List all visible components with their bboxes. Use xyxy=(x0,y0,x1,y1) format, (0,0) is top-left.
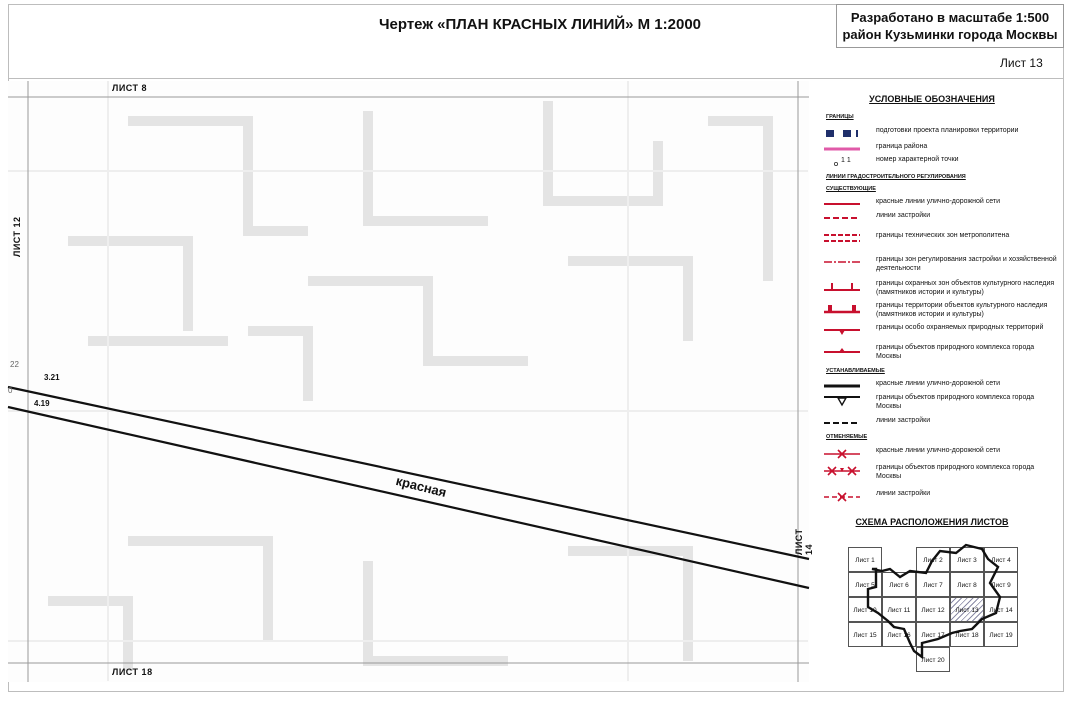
legend-text: граница района xyxy=(876,143,928,150)
red-cross-dashed-line-icon xyxy=(824,490,860,504)
scheme-cell: Лист 7 xyxy=(916,572,950,597)
scheme-cell: Лист 12 xyxy=(916,597,950,622)
legend-item-heritage-protection xyxy=(824,280,1056,302)
legend-item-heritage-territory xyxy=(824,302,1056,324)
red-cross-line-icon xyxy=(824,447,860,461)
legend-text: границы охранных зон объектов культурного наследия (памятников истории и культуры) xyxy=(876,280,1055,296)
legend-section-lines: ЛИНИИ ГРАДОСТРОИТЕЛЬНОГО РЕГУЛИРОВАНИЯ xyxy=(826,174,966,180)
legend-text: красные линии улично-дорожной сети xyxy=(876,198,1001,205)
scheme-cell: Лист 8 xyxy=(950,572,984,597)
legend-section-established: УСТАНАВЛИВАЕМЫЕ xyxy=(826,368,885,374)
red-double-dash-icon xyxy=(824,232,860,246)
legend-text: линии застройки xyxy=(876,490,931,497)
map-canvas xyxy=(8,81,814,682)
legend-item-metro-zones xyxy=(824,232,1056,250)
legend-section-borders: ГРАНИЦЫ xyxy=(826,114,854,120)
blue-squares-icon xyxy=(824,127,860,141)
legend-text: границы объектов природного комплекса города Москвы xyxy=(876,394,1035,410)
red-line-south xyxy=(8,407,809,588)
scheme-cell: Лист 9 xyxy=(984,572,1018,597)
district-outline xyxy=(848,547,1022,673)
legend-panel xyxy=(812,86,1064,686)
scheme-cell: Лист 20 xyxy=(916,647,950,672)
scheme-cell-current: Лист 13 xyxy=(950,597,984,622)
legend-item-regulation-zones xyxy=(824,256,1056,278)
scheme-cell: Лист 2 xyxy=(916,547,950,572)
stamp-line-district: район Кузьминки города Москвы xyxy=(842,27,1058,42)
scheme-cell: Лист 3 xyxy=(950,547,984,572)
sheet-label-right: ЛИСТ 14 xyxy=(794,528,814,555)
scheme-cell: Лист 6 xyxy=(882,572,916,597)
legend-text: красные линии улично-дорожной сети xyxy=(876,447,1001,454)
legend-text: границы особо охраняемых природных территорий xyxy=(876,324,1044,331)
scheme-cell: Лист 5 xyxy=(848,572,882,597)
scheme-cell: Лист 11 xyxy=(882,597,916,622)
legend-item-cancel-red-lines xyxy=(824,447,1056,465)
legend-text: границы зон регулирования застройки и хозяйственной деятельности xyxy=(876,256,1057,272)
header-divider xyxy=(8,78,1064,79)
red-small-triangle-line-icon xyxy=(824,344,860,358)
red-dashdot-line-icon xyxy=(824,256,860,270)
legend-text: номер характерной точки xyxy=(876,156,959,163)
legend-item-point-number xyxy=(824,156,1056,174)
scheme-cell: Лист 18 xyxy=(950,622,984,647)
stamp-line-scale: Разработано в масштабе 1:500 xyxy=(850,10,1050,25)
legend-text: границы территории объектов культурного наследия (памятников истории и культуры) xyxy=(876,302,1048,318)
legend-item-cancel-nature-complex xyxy=(824,464,1056,486)
sheet-layout-scheme xyxy=(848,547,1022,673)
legend-item-protected-nature xyxy=(824,324,1056,346)
sheet-scheme-title: СХЕМА РАСПОЛОЖЕНИЯ ЛИСТОВ xyxy=(855,517,1009,527)
scheme-cell: Лист 1 xyxy=(848,547,882,572)
black-thick-line-icon xyxy=(824,380,860,394)
street-name-label: красная xyxy=(394,473,449,501)
red-tick-line-icon xyxy=(824,280,860,294)
legend-text: подготовки проекта планировки территории xyxy=(876,127,1019,134)
legend-text: границы технических зон метрополитена xyxy=(876,232,1010,239)
point-label-419: 4.19 xyxy=(34,399,50,408)
black-triangle-line-icon xyxy=(824,394,860,408)
scheme-cell: Лист 10 xyxy=(848,597,882,622)
scheme-cell: Лист 4 xyxy=(984,547,1018,572)
point-symbol-number: 1 1 xyxy=(841,157,851,164)
point-label-0: 0 xyxy=(8,386,13,395)
legend-text: красные линии улично-дорожной сети xyxy=(876,380,1001,387)
legend-item-nature-complex xyxy=(824,344,1056,366)
legend-text: линии застройки xyxy=(876,417,931,424)
point-label-22: 22 xyxy=(10,360,19,369)
map-drawing xyxy=(8,81,809,682)
scheme-cell: Лист 19 xyxy=(984,622,1018,647)
pink-line-icon xyxy=(824,143,860,157)
background-buildings xyxy=(48,101,768,671)
black-dashed-line-icon xyxy=(824,417,860,431)
legend-item-cancel-building-lines xyxy=(824,490,1056,508)
red-dashed-line-icon xyxy=(824,212,860,226)
legend-text: линии застройки xyxy=(876,212,931,219)
red-cross-triangle-line-icon xyxy=(824,464,860,478)
sheet-label-top: ЛИСТ 8 xyxy=(112,83,148,93)
red-solid-line-icon xyxy=(824,198,860,212)
sheet-label-bottom: ЛИСТ 18 xyxy=(112,667,153,677)
red-line-north xyxy=(8,387,809,559)
scheme-cell: Лист 16 xyxy=(882,622,916,647)
legend-text: границы объектов природного комплекса города Москвы xyxy=(876,344,1035,360)
legend-item-building-lines xyxy=(824,212,1056,230)
legend-item-new-building-lines xyxy=(824,417,1056,435)
red-double-tick-line-icon xyxy=(824,302,860,316)
sheet-number: Лист 13 xyxy=(1000,56,1043,70)
red-triangle-line-icon xyxy=(824,324,860,338)
scale-stamp xyxy=(836,4,1064,48)
scheme-cell: Лист 17 xyxy=(916,622,950,647)
scheme-cell: Лист 14 xyxy=(984,597,1018,622)
legend-item-new-nature-complex xyxy=(824,394,1056,416)
scheme-cell: Лист 15 xyxy=(848,622,882,647)
sheet-label-left: ЛИСТ 12 xyxy=(12,216,22,257)
legend-title: УСЛОВНЫЕ ОБОЗНАЧЕНИЯ xyxy=(869,94,995,104)
legend-section-existing: СУЩЕСТВУЮЩИЕ xyxy=(826,186,876,192)
point-label-321: 3.21 xyxy=(44,373,60,382)
drawing-title: Чертеж «ПЛАН КРАСНЫХ ЛИНИЙ» М 1:2000 xyxy=(378,16,702,33)
legend-section-cancelled: ОТМЕНЯЕМЫЕ xyxy=(826,434,868,440)
legend-text: границы объектов природного комплекса города Москвы xyxy=(876,464,1035,480)
